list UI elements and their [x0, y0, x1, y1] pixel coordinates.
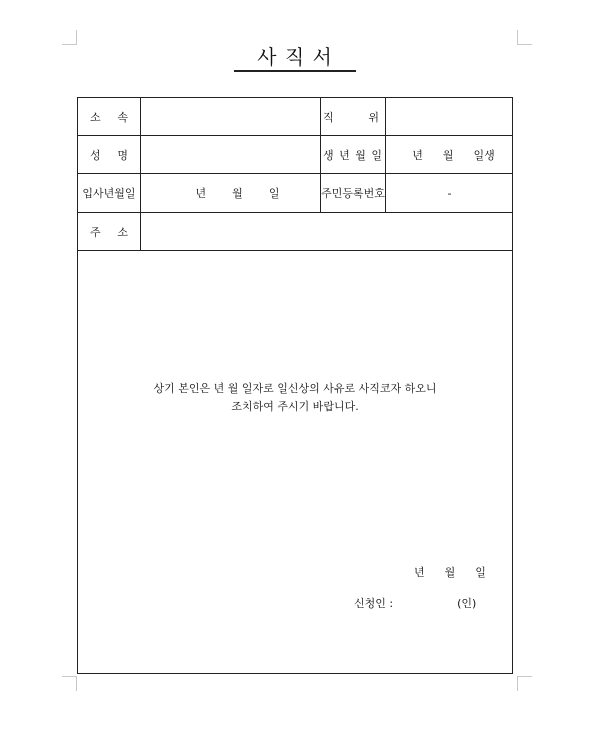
field-name[interactable] — [141, 136, 320, 173]
label-name — [78, 136, 140, 173]
signature-year-unit: 년 — [414, 566, 425, 579]
field-resident-number[interactable] — [386, 174, 513, 212]
label-department-char-2: 속 — [117, 110, 128, 124]
label-resident-number: 주민등록번호 — [321, 187, 385, 200]
resident-number-separator: - — [447, 186, 452, 200]
field-join-date[interactable] — [141, 174, 320, 212]
label-position-char-2: 위 — [368, 110, 379, 124]
label-name-char-2: 명 — [117, 148, 128, 162]
signature-date[interactable] — [414, 564, 486, 580]
document-title: 사 직 서 — [257, 45, 333, 69]
join-day-unit: 일 — [268, 187, 280, 200]
label-address-char-2: 소 — [117, 225, 128, 239]
resignation-form — [77, 97, 513, 674]
join-month-unit: 월 — [232, 187, 243, 200]
label-department-char-1: 소 — [90, 110, 101, 124]
crop-mark-bottom-right — [517, 676, 532, 691]
label-name-char-1: 성 — [90, 148, 101, 162]
label-department — [78, 98, 140, 135]
statement-line-1: 상기 본인은 년 월 일자로 일신상의 사유로 사직코자 하오니 — [153, 382, 437, 395]
row-divider-4 — [78, 250, 512, 251]
seal-mark[interactable]: (인) — [457, 597, 477, 610]
label-position — [321, 98, 385, 135]
field-address[interactable] — [141, 213, 513, 250]
applicant-line — [354, 595, 476, 611]
field-department[interactable] — [141, 98, 320, 135]
applicant-label: 신청인 : — [354, 597, 394, 610]
label-address-char-1: 주 — [90, 225, 101, 239]
field-birth-date[interactable] — [386, 136, 513, 173]
crop-mark-bottom-left — [62, 676, 77, 691]
signature-day-unit: 일 — [475, 566, 486, 579]
birth-day-unit: 일생 — [473, 148, 495, 162]
birth-month-unit: 월 — [442, 148, 454, 162]
field-position[interactable] — [386, 98, 513, 135]
title-underline — [234, 70, 356, 72]
crop-mark-top-left — [62, 30, 77, 45]
label-address — [78, 213, 140, 250]
join-year-unit: 년 — [195, 187, 207, 200]
label-position-char-1: 직 — [323, 110, 334, 124]
birth-year-unit: 년 — [412, 148, 423, 162]
crop-mark-top-right — [517, 30, 532, 45]
statement-line-2: 조치하여 주시기 바랍니다. — [231, 400, 359, 413]
label-join-date: 입사년월일 — [82, 187, 136, 200]
label-birth-date: 생 년 월 일 — [323, 148, 383, 162]
signature-month-unit: 월 — [444, 566, 456, 579]
